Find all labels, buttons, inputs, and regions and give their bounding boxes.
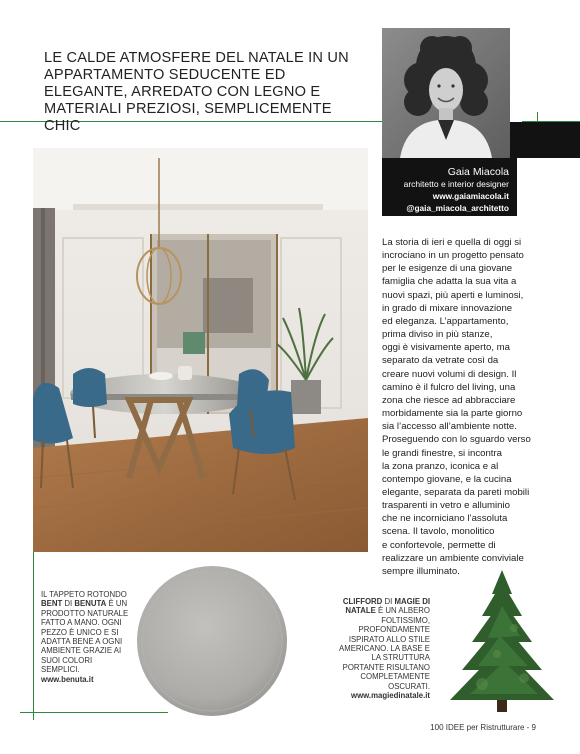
- author-role: architetto e interior designer: [403, 179, 509, 189]
- body-line: oggi è visivamente aperto, ma: [382, 342, 510, 354]
- body-line: scena. Il tavolo, monolitico: [382, 526, 495, 538]
- rug-caption-text: È UN PRODOTTO NATURALE FATTO A MANO. OGNI PEZZO È UNICO E SI ADATTA BENE A OGNI AMBIENTE GRAZIE AI SUOI COLORI SEMPLICI.: [41, 599, 129, 675]
- body-line: Proseguendo con lo sguardo verso: [382, 434, 531, 446]
- rug-website-link[interactable]: www.benuta.it: [41, 674, 94, 684]
- page-folio: 100 IDEE per Ristrutturare - 9: [430, 723, 536, 732]
- tree-caption-of: DI: [384, 597, 393, 606]
- body-line: sempre illuminato.: [382, 565, 460, 577]
- body-line: ed eleganza. L’appartamento,: [382, 315, 509, 327]
- body-line: in grado di mixare innovazione: [382, 302, 513, 314]
- round-rug-image: [136, 565, 288, 717]
- rug-caption-lead: IL TAPPETO ROTONDO: [41, 590, 127, 599]
- author-name: Gaia Miacola: [447, 166, 509, 178]
- green-rule-left-vertical: [33, 552, 34, 720]
- body-line: separato da vetrate così da: [382, 355, 499, 367]
- body-line: sia l’accesso all’ambiente notte.: [382, 421, 517, 433]
- body-line: incrociano in un progetto pensato: [382, 250, 524, 262]
- author-portrait: [382, 28, 510, 158]
- page-headline: LE CALDE ATMOSFERE DEL NATALE IN UN APPARTAMENTO SEDUCENTE ED ELEGANTE, ARREDATO CON LEGNO E MATERIALI PREZIOSI, SEMPLICEMENTE CHIC: [44, 50, 349, 134]
- body-line: La storia di ieri e quella di oggi si: [382, 237, 522, 248]
- body-line: morbidamente sia la parte giorno: [382, 408, 523, 420]
- tree-website-link[interactable]: www.magiedinatale.it: [351, 691, 430, 701]
- rug-product-name: BENT: [41, 599, 63, 609]
- rug-caption: [41, 590, 131, 684]
- author-social-handle[interactable]: @gaia_miacola_architetto: [406, 203, 509, 213]
- body-line: creare nuovi volumi di design. Il: [382, 368, 517, 380]
- tree-caption: [330, 597, 430, 700]
- body-line: per le esigenze di una giovane: [382, 263, 513, 275]
- body-line: realizzare un ambiente conviviale: [382, 552, 524, 564]
- tree-caption-text: È UN ALBERO FOLTISSIMO, PROFONDAMENTE ISPIRATO ALLO STILE AMERICANO. LA BASE E LA STRUTTURA PORTANTE RISULTANO COMPLETAMENTE OSCURATI.: [339, 606, 430, 691]
- tree-product-name: CLIFFORD: [342, 597, 383, 606]
- decorative-dark-block: [510, 122, 580, 158]
- body-line: nuovi spazi, più aperti e luminosi,: [382, 289, 524, 301]
- body-line: famiglia che adatta la sua vita a: [382, 276, 517, 288]
- christmas-tree-image: [442, 566, 562, 716]
- body-line: zona che riesce ad abbracciare: [382, 394, 516, 406]
- body-line: elegante, separata da pareti mobili: [382, 486, 530, 498]
- green-rule-bottom-cross: [33, 706, 34, 720]
- body-line: che ne incorniciano l’assoluta: [382, 513, 508, 525]
- body-line: trasparenti in vetro e alluminio: [382, 500, 510, 512]
- dining-room-photo: [33, 148, 368, 552]
- body-line: camino è il fulcro del living, una: [382, 381, 516, 393]
- body-line: e confortevole, permette di: [382, 539, 496, 551]
- rug-caption-of: DI: [64, 599, 73, 609]
- rug-brand-name: BENUTA: [74, 599, 107, 609]
- body-line: prima diviso in più stanze,: [382, 329, 493, 341]
- article-body-text: [382, 236, 544, 578]
- body-line: la zona pranzo, iconica e al: [382, 460, 499, 472]
- author-info-box: [382, 158, 517, 216]
- body-line: contempo giovane, e la cucina: [382, 473, 512, 485]
- author-website-link[interactable]: www.gaiamiacola.it: [432, 191, 509, 201]
- tree-brand-name: MAGIE DI NATALE: [345, 597, 430, 616]
- body-line: le grandi finestre, si incontra: [382, 447, 502, 459]
